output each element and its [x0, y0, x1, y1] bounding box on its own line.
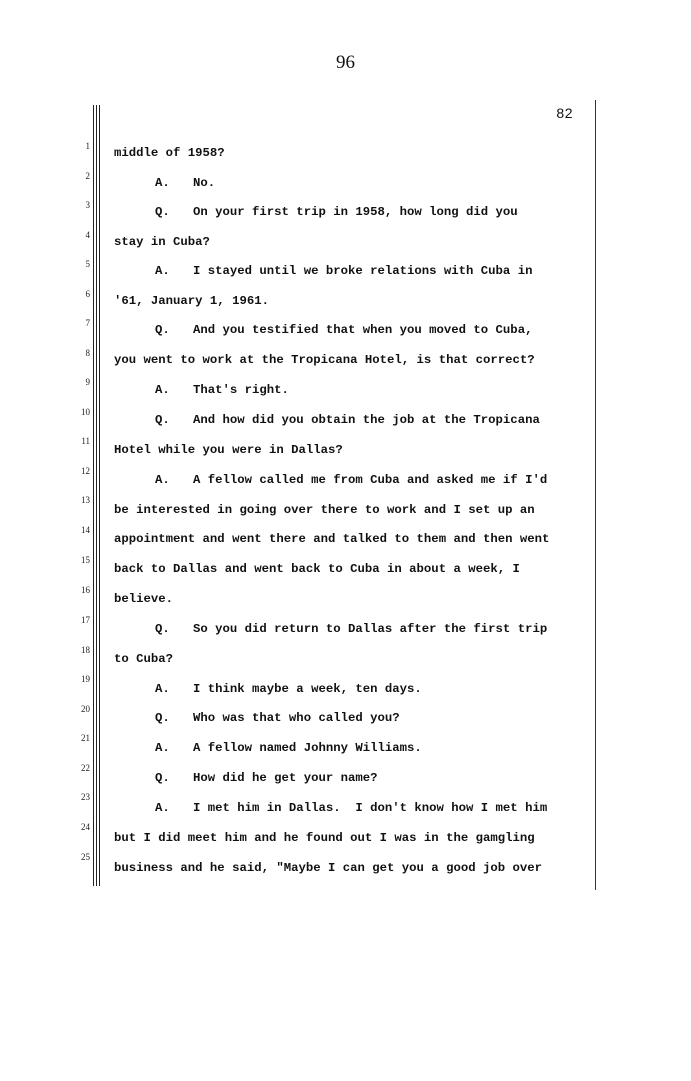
transcript-line: I stayed until we broke relations with Cuba in — [193, 264, 533, 278]
transcript-line: to Cuba? — [114, 652, 174, 666]
line-number: 25 — [81, 852, 90, 862]
speaker-label: Q. — [155, 771, 170, 785]
line-number: 9 — [85, 377, 90, 387]
transcript-line: you went to work at the Tropicana Hotel, is that correct? — [114, 353, 535, 367]
transcript-line: '61, January 1, 1961. — [114, 294, 269, 308]
page-number-top: 96 — [336, 52, 355, 73]
transcript-line: On your first trip in 1958, how long did you — [193, 205, 518, 219]
speaker-label: A. — [155, 264, 170, 278]
line-number: 4 — [85, 230, 90, 240]
line-number: 13 — [81, 495, 90, 505]
speaker-label: A. — [155, 801, 170, 815]
speaker-label: Q. — [155, 711, 170, 725]
page-number-transcript: 82 — [556, 105, 573, 121]
speaker-label: A. — [155, 682, 170, 696]
transcript-line: back to Dallas and went back to Cuba in about a week, I — [114, 562, 520, 576]
line-number: 1 — [85, 141, 90, 151]
speaker-label: A. — [155, 383, 170, 397]
left-margin-rule — [93, 105, 94, 886]
transcript-line: I think maybe a week, ten days. — [193, 682, 422, 696]
line-number: 7 — [85, 318, 90, 328]
transcript-line: A fellow called me from Cuba and asked me if I'd — [193, 473, 548, 487]
transcript-line: No. — [193, 176, 216, 190]
transcript-line: believe. — [114, 592, 174, 606]
transcript-line: Who was that who called you? — [193, 711, 400, 725]
line-number: 10 — [81, 407, 90, 417]
line-number: 24 — [81, 822, 90, 832]
transcript-line: How did he get your name? — [193, 771, 378, 785]
transcript-line: So you did return to Dallas after the first trip — [193, 622, 548, 636]
transcript-line: but I did meet him and he found out I was in the gamgling — [114, 831, 535, 845]
line-number: 5 — [85, 259, 90, 269]
line-number: 23 — [81, 792, 90, 802]
speaker-label: Q. — [155, 622, 170, 636]
line-number: 12 — [81, 466, 90, 476]
transcript-line: A fellow named Johnny Williams. — [193, 741, 422, 755]
right-margin-rule — [595, 100, 596, 890]
speaker-label: Q. — [155, 413, 170, 427]
speaker-label: Q. — [155, 323, 170, 337]
speaker-label: A. — [155, 473, 170, 487]
line-number: 11 — [81, 436, 90, 446]
line-number: 16 — [81, 585, 90, 595]
line-number: 14 — [81, 525, 90, 535]
transcript-line: be interested in going over there to work and I set up an — [114, 503, 535, 517]
transcript-line: middle of 1958? — [114, 146, 225, 160]
transcript-line: And you testified that when you moved to Cuba, — [193, 323, 533, 337]
speaker-label: Q. — [155, 205, 170, 219]
transcript-line: appointment and went there and talked to them and then went — [114, 532, 550, 546]
transcript-line: That's right. — [193, 383, 289, 397]
transcript-line: business and he said, "Maybe I can get you a good job over — [114, 861, 543, 875]
left-margin-rule — [96, 105, 97, 886]
speaker-label: A. — [155, 176, 170, 190]
left-margin-rule — [99, 105, 100, 886]
transcript-line: And how did you obtain the job at the Tropicana — [193, 413, 540, 427]
transcript-line: Hotel while you were in Dallas? — [114, 443, 343, 457]
line-number: 17 — [81, 615, 90, 625]
line-number: 19 — [81, 674, 90, 684]
line-number: 22 — [81, 763, 90, 773]
line-number: 21 — [81, 733, 90, 743]
line-number: 20 — [81, 704, 90, 714]
line-number: 2 — [85, 171, 90, 181]
line-number: 18 — [81, 645, 90, 655]
transcript-line: stay in Cuba? — [114, 235, 210, 249]
transcript-line: I met him in Dallas. I don't know how I met him — [193, 801, 548, 815]
line-number: 3 — [85, 200, 90, 210]
line-number: 15 — [81, 555, 90, 565]
line-number: 8 — [85, 348, 90, 358]
speaker-label: A. — [155, 741, 170, 755]
line-number: 6 — [85, 289, 90, 299]
